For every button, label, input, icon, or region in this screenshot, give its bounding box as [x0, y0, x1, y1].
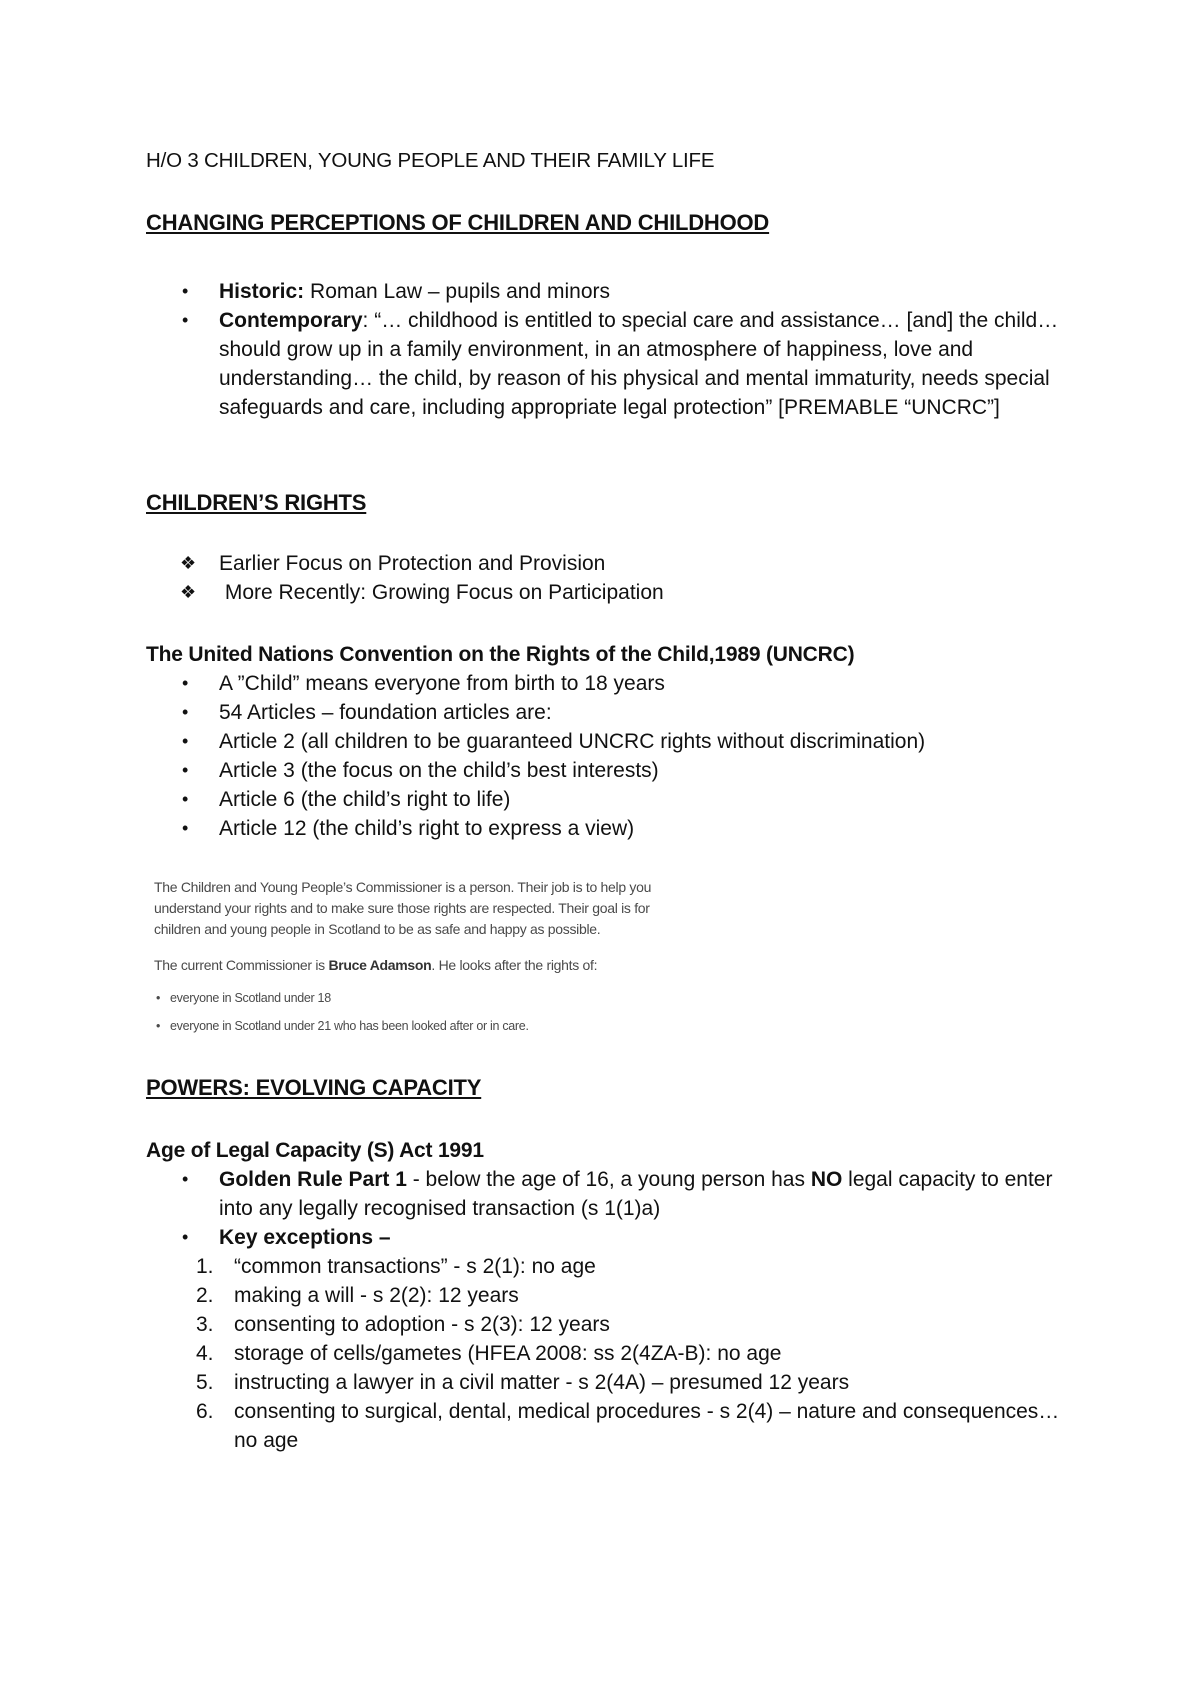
bullet-icon: •: [182, 789, 189, 809]
item-text: consenting to adoption - s 2(3): 12 years: [234, 1313, 610, 1336]
list-item: [146, 669, 1066, 698]
item-text: Earlier Focus on Protection and Provision: [219, 552, 606, 575]
act-title: Age of Legal Capacity (S) Act 1991: [146, 1139, 484, 1162]
item-text: storage of cells/gametes (HFEA 2008: ss 2(4ZA-B): no age: [234, 1342, 782, 1365]
list-item: [146, 727, 1066, 756]
list-item: [146, 1223, 1066, 1252]
item-number: 6.: [196, 1400, 214, 1423]
list-item: [146, 578, 1066, 607]
list-item: [146, 306, 1066, 422]
list-item: [154, 1012, 674, 1040]
list-item: [146, 1252, 1066, 1281]
bullet-icon: •: [182, 818, 189, 838]
item-text: “common transactions” - s 2(1): no age: [234, 1255, 596, 1278]
commissioner-current: [154, 955, 674, 976]
rule-text-b: legal capacity to enter into any legally recognised transaction (s 1(1)a): [219, 1168, 1053, 1220]
document-title: H/O 3 CHILDREN, YOUNG PEOPLE AND THEIR FAMILY LIFE: [146, 149, 715, 172]
item-number: 3.: [196, 1313, 214, 1336]
item-text: consenting to surgical, dental, medical procedures - s 2(4) – nature and consequences… no age: [234, 1400, 1060, 1452]
uncrc-list: [146, 669, 1066, 843]
item-text: making a will - s 2(2): 12 years: [234, 1284, 519, 1307]
powers-list: [146, 1165, 1066, 1252]
bullet-icon: •: [182, 673, 189, 693]
commissioner-description: The Children and Young People’s Commissioner is a person. Their job is to help you understand your rights and to make sure those rights are respected. Their goal is for children and young people in Scotland to be as safe and happy as possible.: [154, 879, 652, 937]
list-item: [146, 1310, 1066, 1339]
item-number: 1.: [196, 1255, 214, 1278]
list-item: [146, 1165, 1066, 1223]
uncrc-title: The United Nations Convention on the Rights of the Child,1989 (UNCRC): [146, 643, 855, 666]
powers-heading: POWERS: EVOLVING CAPACITY: [146, 1075, 482, 1100]
bullet-icon: •: [182, 731, 189, 751]
commissioner-name: Bruce Adamson: [328, 957, 432, 973]
commissioner-prefix: The current Commissioner is: [154, 957, 329, 973]
rule-no: NO: [810, 1168, 843, 1191]
item-text: Roman Law – pupils and minors: [304, 280, 611, 303]
rule-text-a: - below the age of 16, a young person has: [406, 1168, 811, 1191]
list-item: [146, 1368, 1066, 1397]
item-text: Article 3 (the focus on the child’s best interests): [219, 759, 659, 782]
list-item: [146, 1339, 1066, 1368]
list-item: [154, 984, 674, 1012]
bullet-icon: •: [182, 702, 189, 722]
bullet-icon: •: [182, 1227, 189, 1247]
item-number: 5.: [196, 1371, 214, 1394]
bullet-icon: •: [156, 991, 161, 1005]
commissioner-excerpt: [154, 877, 674, 1040]
item-bold-label: Historic:: [219, 280, 305, 303]
item-text: 54 Articles – foundation articles are:: [219, 701, 552, 724]
item-bold-label: Contemporary: [219, 309, 363, 332]
item-text: instructing a lawyer in a civil matter - s 2(4A) – presumed 12 years: [234, 1371, 850, 1394]
list-item: [146, 698, 1066, 727]
rule-label: Golden Rule Part 1: [219, 1168, 407, 1191]
exceptions-label: Key exceptions –: [219, 1226, 391, 1249]
item-text: Article 2 (all children to be guaranteed UNCRC rights without discrimination): [219, 730, 926, 753]
list-item: [146, 549, 1066, 578]
list-item: [146, 756, 1066, 785]
diamond-bullet-icon: ❖: [180, 553, 197, 573]
perceptions-list: [146, 277, 1066, 422]
perceptions-heading: CHANGING PERCEPTIONS OF CHILDREN AND CHILDHOOD: [146, 210, 770, 235]
item-text: Article 6 (the child’s right to life): [219, 788, 511, 811]
bullet-icon: •: [182, 760, 189, 780]
list-item: [146, 814, 1066, 843]
bullet-icon: •: [182, 310, 189, 330]
commissioner-list: [154, 984, 674, 1040]
item-text: A ”Child” means everyone from birth to 18 years: [219, 672, 665, 695]
rights-heading: CHILDREN’S RIGHTS: [146, 490, 367, 515]
exceptions-list: [146, 1252, 1066, 1455]
list-item: [146, 1397, 1066, 1455]
bullet-icon: •: [156, 1019, 161, 1033]
diamond-bullet-icon: ❖: [180, 582, 197, 602]
item-text: everyone in Scotland under 21 who has been looked after or in care.: [170, 1019, 529, 1033]
list-item: [146, 1281, 1066, 1310]
commissioner-suffix: . He looks after the rights of:: [431, 957, 598, 973]
item-text: Article 12 (the child’s right to express a view): [219, 817, 635, 840]
bullet-icon: •: [182, 1169, 189, 1189]
list-item: [146, 785, 1066, 814]
rights-focus-list: [146, 549, 1066, 607]
item-text: everyone in Scotland under 18: [170, 991, 331, 1005]
item-text: More Recently: Growing Focus on Participation: [219, 581, 664, 604]
item-number: 4.: [196, 1342, 214, 1365]
item-text: : “… childhood is entitled to special care and assistance… [and] the child… should grow up in a family environment, in an atmosphere of happiness, love and understanding… the child, by reason of his physical and mental immaturity, needs special safeguards and care, including appropriate legal protection” [PREMABLE “UNCRC”]: [219, 309, 1059, 419]
list-item: [146, 277, 1066, 306]
bullet-icon: •: [182, 281, 189, 301]
item-number: 2.: [196, 1284, 214, 1307]
